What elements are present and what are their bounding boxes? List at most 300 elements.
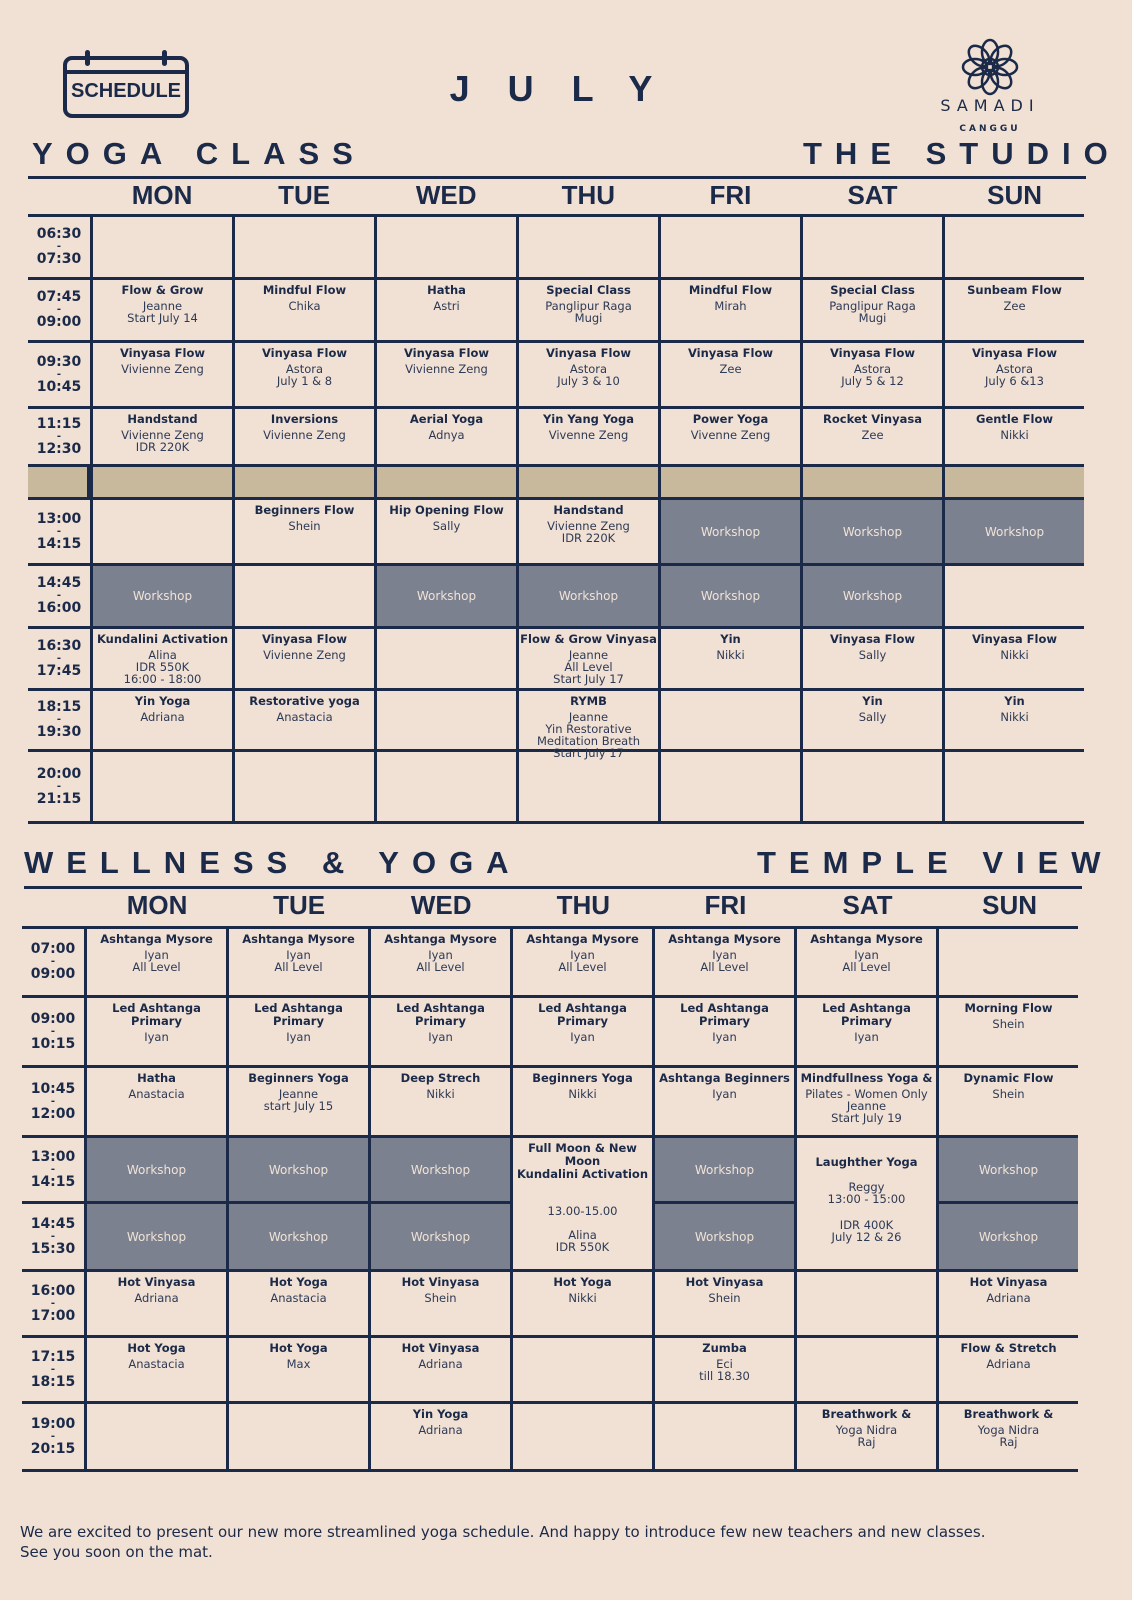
class-name: Breathwork &: [963, 1407, 1054, 1421]
workshop-cell: [800, 500, 942, 566]
class-cell: [794, 1404, 936, 1472]
time-start: 06:30: [36, 226, 82, 242]
empty-cell: [90, 217, 232, 280]
class-detail: Iyan: [144, 1030, 169, 1044]
class-cell: [90, 409, 232, 467]
class-name: Hatha: [137, 1071, 176, 1085]
day-header-fri: FRI: [709, 180, 752, 210]
class-name: Vinyasa Flow: [971, 632, 1057, 646]
time-slot: [28, 500, 90, 566]
time-dash: -: [50, 1297, 56, 1309]
empty-cell: [942, 217, 1084, 280]
class-detail: Zee: [1003, 299, 1026, 313]
class-cell: [232, 343, 374, 409]
empty-cell: [510, 1404, 652, 1472]
footer-line-2: See you soon on the mat.: [20, 1543, 213, 1561]
time-dash: -: [56, 241, 62, 252]
time-dash: -: [50, 1163, 56, 1175]
empty-cell: [800, 217, 942, 280]
class-detail: Nikki: [568, 1087, 597, 1101]
time-start: 13:00: [30, 1148, 76, 1165]
class-cell: [942, 691, 1084, 752]
class-cell: [658, 343, 800, 409]
class-detail: Alina: [568, 1228, 597, 1242]
class-cell: [374, 409, 516, 467]
day-header-thu: THU: [561, 180, 616, 210]
class-name: Special Class: [546, 283, 631, 297]
day-header-sat: SAT: [847, 180, 898, 210]
time-slot: [22, 1204, 84, 1272]
class-name: Full Moon & New Moon: [528, 1141, 637, 1168]
time-slot: [28, 752, 90, 824]
empty-cell: [374, 752, 516, 824]
class-name: Vinyasa Flow: [261, 346, 347, 360]
studio-section-title: YOGA CLASS: [32, 136, 366, 171]
class-name: Flow & Grow: [121, 283, 204, 297]
class-name: Mindful Flow: [262, 283, 347, 297]
empty-cell: [516, 217, 658, 280]
class-name: Hot Yoga: [127, 1341, 186, 1355]
empty-cell: [90, 500, 232, 566]
class-cell: [516, 409, 658, 467]
time-start: 20:00: [36, 765, 82, 782]
time-dash: -: [50, 1095, 56, 1107]
time-end: 12:30: [36, 440, 82, 457]
class-detail: Iyan: [428, 1030, 453, 1044]
empty-cell: [90, 752, 232, 824]
laughter-yoga-cell: [794, 1138, 936, 1272]
class-name: Ashtanga Mysore: [100, 932, 213, 946]
empty-cell: [652, 1404, 794, 1472]
class-detail: Vivienne Zeng: [547, 519, 630, 533]
class-detail: Max: [286, 1357, 311, 1371]
class-detail: Iyan: [570, 948, 595, 962]
class-detail: 13.00-15.00: [547, 1204, 618, 1218]
class-name: Vinyasa Flow: [971, 346, 1057, 360]
class-detail: Adriana: [986, 1291, 1031, 1305]
workshop-cell: [658, 500, 800, 566]
class-cell: [90, 343, 232, 409]
class-detail: Yoga Nidra: [835, 1423, 898, 1437]
workshop-cell: [652, 1138, 794, 1204]
time-dash: -: [50, 1430, 56, 1442]
class-detail: July 12 & 26: [831, 1230, 902, 1244]
time-start: 10:45: [30, 1080, 76, 1097]
schedule-calendar-icon: [63, 56, 189, 118]
time-end: 09:00: [36, 314, 82, 330]
time-slot: [28, 280, 90, 343]
class-name: Hot Yoga: [269, 1341, 328, 1355]
workshop-cell: [84, 1138, 226, 1204]
class-name: Yin Yang Yoga: [542, 412, 635, 426]
time-slot: [28, 217, 90, 280]
class-cell: [658, 629, 800, 691]
workshop-cell: [368, 1204, 510, 1272]
kundalini-activation-cell: [510, 1138, 652, 1272]
time-end: 16:00: [36, 600, 82, 616]
class-detail: All Level: [416, 960, 465, 974]
class-detail: Yin Restorative: [545, 722, 632, 736]
class-cell: [374, 500, 516, 566]
time-dash: -: [50, 1025, 56, 1037]
class-cell: [800, 691, 942, 752]
class-name: Beginners Yoga: [532, 1071, 633, 1085]
class-detail: Meditation Breath: [536, 734, 641, 748]
footer-note: [20, 1522, 1120, 1562]
class-name: Yin: [720, 632, 741, 646]
workshop-label: Workshop: [558, 589, 619, 603]
class-name: Deep Strech: [400, 1071, 481, 1085]
time-end: 17:00: [30, 1307, 76, 1324]
workshop-cell: [942, 500, 1084, 566]
class-detail: Chika: [288, 299, 321, 313]
samadi-logo-icon: [955, 36, 1025, 98]
class-cell: [794, 929, 936, 998]
workshop-label: Workshop: [126, 1162, 187, 1177]
class-cell: [226, 1338, 368, 1404]
class-detail: IDR 220K: [135, 440, 190, 454]
class-name: Yin Yoga: [134, 694, 191, 708]
class-name: Led Ashtanga Primary: [112, 1001, 201, 1028]
workshop-label: Workshop: [694, 1229, 755, 1244]
class-cell: [226, 998, 368, 1068]
time-slot: [28, 409, 90, 467]
class-name: Ashtanga Mysore: [668, 932, 781, 946]
time-dash: -: [56, 652, 62, 664]
class-cell: [90, 691, 232, 752]
class-cell: [368, 998, 510, 1068]
class-detail: Nikki: [1000, 710, 1029, 724]
studio-schedule-table: [28, 214, 1084, 824]
class-name: Kundalini Activation: [96, 632, 229, 646]
time-start: 16:00: [30, 1282, 76, 1299]
class-detail: Mugi: [858, 311, 887, 325]
time-slot: [22, 929, 84, 998]
time-slot: [22, 998, 84, 1068]
class-cell: [658, 409, 800, 467]
time-end: 21:15: [36, 790, 82, 807]
empty-cell: [84, 1404, 226, 1472]
workshop-cell: [90, 566, 232, 629]
class-detail: IDR 550K: [135, 660, 190, 674]
class-cell: [942, 343, 1084, 409]
class-name: Yin: [862, 694, 883, 708]
empty-cell: [226, 1404, 368, 1472]
empty-cell: [794, 1272, 936, 1338]
class-name: Led Ashtanga Primary: [538, 1001, 627, 1028]
break-cell: [374, 467, 516, 500]
time-end: 07:30: [36, 251, 82, 267]
class-name: Handstand: [127, 412, 198, 426]
workshop-label: Workshop: [978, 1162, 1039, 1177]
class-detail: Start July 17: [553, 672, 624, 686]
temple-section-title: WELLNESS & YOGA: [24, 845, 522, 880]
class-name: Gentle Flow: [976, 412, 1053, 426]
class-cell: [516, 629, 658, 691]
class-detail: Yoga Nidra: [977, 1423, 1040, 1437]
class-detail: Astora: [853, 362, 892, 376]
empty-cell: [942, 566, 1084, 629]
class-detail: Adnya: [428, 428, 465, 442]
class-detail: Adriana: [986, 1357, 1031, 1371]
class-detail: Start July 14: [127, 311, 198, 325]
class-detail: Iyan: [854, 1030, 879, 1044]
time-end: 20:15: [30, 1440, 76, 1457]
class-cell: [794, 998, 936, 1068]
class-detail: July 1 & 8: [276, 374, 333, 388]
class-cell: [368, 929, 510, 998]
class-detail: Adriana: [134, 1291, 179, 1305]
class-cell: [368, 1068, 510, 1138]
workshop-label: Workshop: [410, 1162, 471, 1177]
class-cell: [800, 629, 942, 691]
studio-day-header: [91, 180, 1086, 211]
empty-cell: [510, 1338, 652, 1404]
workshop-cell: [84, 1204, 226, 1272]
class-detail: Mirah: [714, 299, 747, 313]
time-start: 13:00: [36, 510, 82, 527]
empty-cell: [374, 691, 516, 752]
class-detail: Vivienne Zeng: [263, 648, 346, 662]
class-detail: Jeanne: [846, 1099, 887, 1113]
class-detail: All Level: [132, 960, 181, 974]
workshop-cell: [226, 1138, 368, 1204]
time-start: 18:15: [36, 699, 82, 715]
day-header-mon: MON: [126, 890, 188, 920]
break-cell: [658, 467, 800, 500]
time-start: 14:45: [36, 575, 82, 591]
class-cell: [368, 1338, 510, 1404]
class-detail: Astora: [569, 362, 608, 376]
class-name: Special Class: [830, 283, 915, 297]
class-cell: [652, 998, 794, 1068]
time-end: 17:45: [36, 662, 82, 679]
class-detail: July 5 & 12: [841, 374, 904, 388]
time-slot: [22, 1138, 84, 1204]
divider: [24, 886, 1082, 889]
class-name: Hot Vinyasa: [401, 1275, 480, 1289]
class-detail: All Level: [700, 960, 749, 974]
time-dash: -: [56, 780, 62, 792]
class-detail: Iyan: [286, 1030, 311, 1044]
empty-cell: [232, 566, 374, 629]
class-detail: Alina: [148, 648, 177, 662]
class-detail: Vivienne Zeng: [121, 428, 204, 442]
class-detail: Panglipur Raga: [829, 299, 916, 313]
workshop-label: Workshop: [126, 1229, 187, 1244]
class-name: Kundalini Activation: [516, 1167, 649, 1181]
class-cell: [936, 998, 1078, 1068]
class-cell: [90, 629, 232, 691]
class-cell: [658, 280, 800, 343]
class-detail: All Level: [274, 960, 323, 974]
class-detail: Jeanne: [568, 710, 609, 724]
class-detail: All Level: [564, 660, 613, 674]
schedule-badge-label: SCHEDULE: [70, 79, 181, 102]
class-detail: Zee: [719, 362, 742, 376]
time-start: 16:30: [36, 637, 82, 654]
workshop-label: Workshop: [416, 589, 477, 603]
class-detail: Jeanne: [278, 1087, 319, 1101]
class-name: Hot Yoga: [269, 1275, 328, 1289]
class-cell: [652, 1068, 794, 1138]
class-name: Flow & Stretch: [960, 1341, 1057, 1355]
class-name: RYMB: [570, 694, 607, 708]
time-end: 09:00: [30, 966, 76, 982]
class-name: Rocket Vinyasa: [823, 412, 922, 426]
class-name: Led Ashtanga Primary: [396, 1001, 485, 1028]
class-name: Hot Vinyasa: [685, 1275, 764, 1289]
time-start: 07:45: [36, 289, 82, 305]
class-name: Ashtanga Mysore: [384, 932, 497, 946]
class-cell: [516, 280, 658, 343]
empty-cell: [658, 691, 800, 752]
class-name: Led Ashtanga Primary: [822, 1001, 911, 1028]
time-slot: [28, 691, 90, 752]
workshop-label: Workshop: [268, 1229, 329, 1244]
time-dash: -: [50, 956, 56, 967]
class-detail: All Level: [558, 960, 607, 974]
brand-name: SAMADI: [940, 96, 1040, 115]
workshop-cell: [658, 566, 800, 629]
class-detail: Panglipur Raga: [545, 299, 632, 313]
class-name: Vinyasa Flow: [545, 346, 631, 360]
day-header-tue: TUE: [278, 180, 331, 210]
class-name: Vinyasa Flow: [261, 632, 347, 646]
time-end: 18:15: [30, 1373, 76, 1390]
day-header-fri: FRI: [704, 890, 747, 920]
day-header-wed: WED: [415, 180, 477, 210]
time-slot: [22, 1404, 84, 1472]
class-detail: Iyan: [570, 1030, 595, 1044]
class-detail: Sally: [432, 519, 461, 533]
class-name: Led Ashtanga Primary: [680, 1001, 769, 1028]
time-start: 17:15: [30, 1348, 76, 1365]
class-detail: Anastacia: [276, 710, 333, 724]
class-name: Vinyasa Flow: [829, 632, 915, 646]
time-end: 14:15: [36, 535, 82, 552]
workshop-cell: [226, 1204, 368, 1272]
class-name: Ashtanga Mysore: [242, 932, 355, 946]
class-detail: Nikki: [426, 1087, 455, 1101]
class-detail: Raj: [999, 1435, 1018, 1449]
class-cell: [516, 500, 658, 566]
divider: [28, 176, 1086, 179]
class-cell: [232, 280, 374, 343]
class-cell: [516, 691, 658, 760]
class-cell: [800, 280, 942, 343]
class-cell: [510, 1068, 652, 1138]
time-start: 09:00: [30, 1010, 76, 1027]
class-name: Ashtanga Mysore: [526, 932, 639, 946]
month-title: JULY: [449, 68, 691, 109]
workshop-cell: [516, 566, 658, 629]
empty-cell: [516, 752, 658, 824]
class-name: Handstand: [553, 503, 624, 517]
class-name: Led Ashtanga Primary: [254, 1001, 343, 1028]
class-detail: Iyan: [286, 948, 311, 962]
class-detail: Nikki: [1000, 428, 1029, 442]
class-name: Hot Vinyasa: [969, 1275, 1048, 1289]
temple-venue-title: TEMPLE VIEW: [757, 845, 1114, 880]
class-cell: [652, 1272, 794, 1338]
class-name: Hatha: [427, 283, 466, 297]
class-cell: [800, 343, 942, 409]
class-detail: Vivienne Zeng: [121, 362, 204, 376]
time-slot: [22, 1338, 84, 1404]
class-cell: [232, 629, 374, 691]
class-name: Aerial Yoga: [409, 412, 484, 426]
class-cell: [942, 629, 1084, 691]
workshop-cell: [368, 1138, 510, 1204]
class-detail: Iyan: [712, 1087, 737, 1101]
time-dash: -: [56, 368, 62, 380]
class-detail: IDR 400K: [839, 1218, 894, 1232]
class-detail: Raj: [857, 1435, 876, 1449]
workshop-cell: [936, 1204, 1078, 1272]
time-slot: [22, 1068, 84, 1138]
class-cell: [232, 500, 374, 566]
class-detail: Astri: [433, 299, 460, 313]
class-name: Hot Vinyasa: [401, 1341, 480, 1355]
class-name: Vinyasa Flow: [403, 346, 489, 360]
workshop-cell: [652, 1204, 794, 1272]
class-cell: [84, 998, 226, 1068]
class-detail: IDR 550K: [555, 1240, 610, 1254]
break-cell: [516, 467, 658, 500]
class-detail: Nikki: [1000, 648, 1029, 662]
time-start: 19:00: [30, 1415, 76, 1432]
day-header-sun: SUN: [982, 890, 1038, 920]
class-name: Mindfullness Yoga &: [800, 1071, 933, 1085]
class-name: Zumba: [702, 1341, 747, 1355]
class-detail: Sally: [858, 648, 887, 662]
class-cell: [794, 1068, 936, 1138]
workshop-cell: [936, 1138, 1078, 1204]
time-end: 12:00: [30, 1105, 76, 1122]
class-detail: Eci: [716, 1357, 733, 1371]
time-dash: -: [56, 525, 62, 537]
empty-cell: [374, 217, 516, 280]
workshop-label: Workshop: [700, 524, 761, 539]
empty-cell: [658, 752, 800, 824]
class-cell: [936, 1404, 1078, 1472]
break-cell: [942, 467, 1084, 500]
empty-cell: [232, 217, 374, 280]
class-name: Vinyasa Flow: [687, 346, 773, 360]
class-cell: [84, 1068, 226, 1138]
class-name: Beginners Yoga: [248, 1071, 349, 1085]
class-detail: Shein: [424, 1291, 457, 1305]
class-name: Hip Opening Flow: [389, 503, 504, 517]
break-cell: [232, 467, 374, 500]
class-detail: Vivienne Zeng: [405, 362, 488, 376]
class-detail: till 18.30: [699, 1369, 750, 1383]
class-detail: Shein: [708, 1291, 741, 1305]
class-detail: Iyan: [854, 948, 879, 962]
class-detail: Sally: [858, 710, 887, 724]
time-start: 14:45: [30, 1215, 76, 1232]
class-detail: Shein: [288, 519, 321, 533]
workshop-cell: [374, 566, 516, 629]
class-detail: Adriana: [418, 1423, 463, 1437]
time-slot: [28, 343, 90, 409]
class-cell: [652, 1338, 794, 1404]
class-cell: [652, 929, 794, 998]
footer-line-1: We are excited to present our new more streamlined yoga schedule. And happy to introduce few new teachers and new classes.: [20, 1523, 986, 1541]
workshop-label: Workshop: [132, 589, 193, 603]
break-cell: [90, 467, 232, 500]
